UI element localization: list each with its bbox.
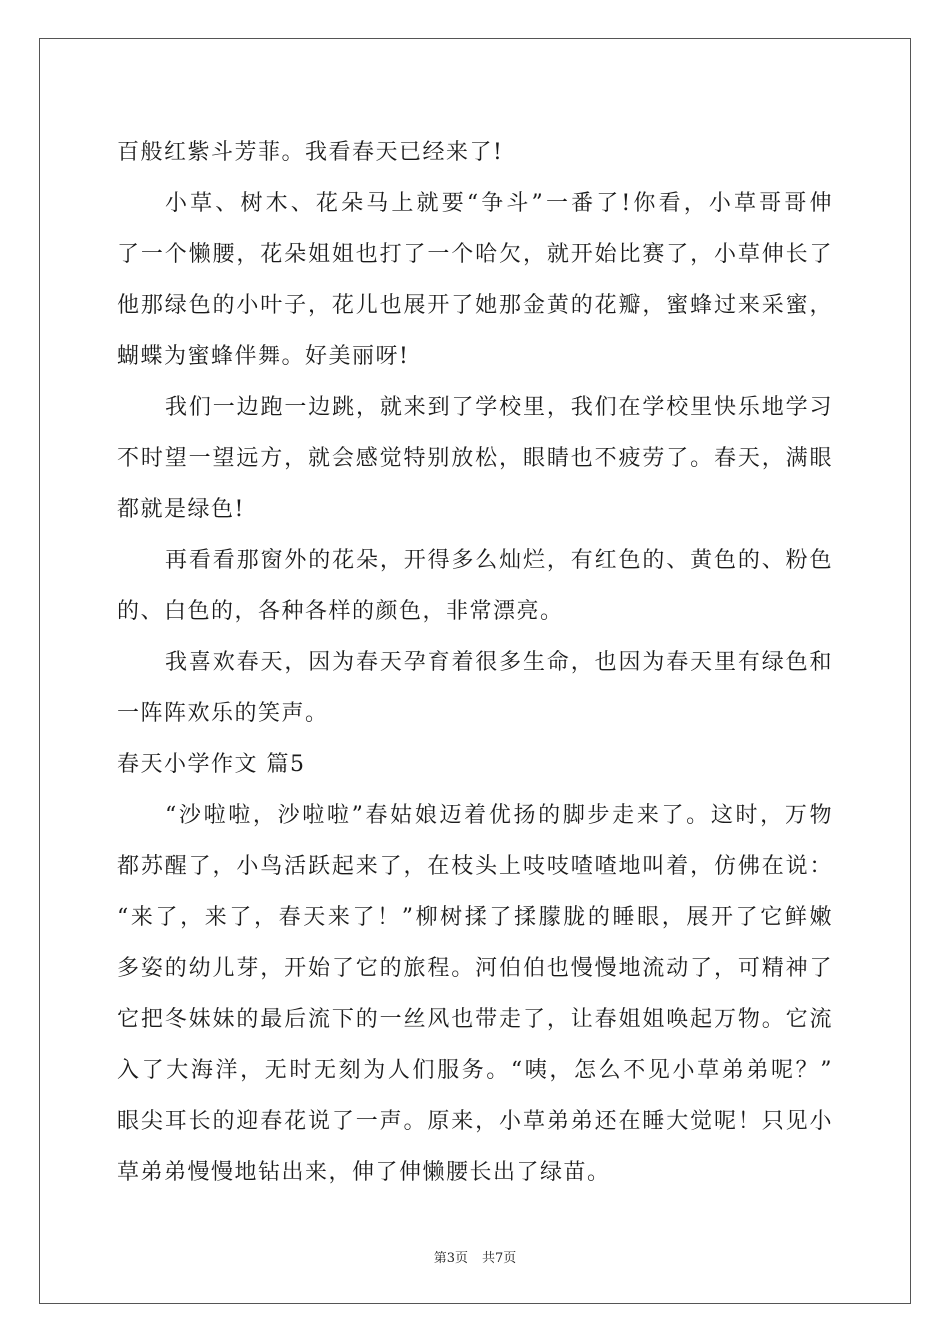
text-line: “沙啦啦，沙啦啦”春姑娘迈着优扬的脚步走来了。这时，万物: [165, 803, 833, 828]
text-line: 眼尖耳长的迎春花说了一声。原来，小草弟弟还在睡大觉呢！只见小: [117, 1109, 833, 1134]
text-line: 入了大海洋，无时无刻为人们服务。“咦，怎么不见小草弟弟呢？”: [117, 1058, 833, 1083]
paragraph-5: [117, 637, 833, 739]
text-line: 它把冬妹妹的最后流下的一丝风也带走了，让春姐姐唤起万物。它流: [117, 1007, 833, 1032]
paragraph-4: [117, 535, 833, 637]
paragraph-6: [117, 790, 833, 1198]
text-line: 都苏醒了，小鸟活跃起来了，在枝头上吱吱喳喳地叫着，仿佛在说：: [117, 854, 833, 879]
section-heading: 春天小学作文 篇5: [117, 752, 306, 777]
text-line: 草弟弟慢慢地钻出来，伸了伸懒腰长出了绿苗。: [117, 1160, 611, 1185]
text-line: “来了，来了，春天来了！”柳树揉了揉朦胧的睡眼，展开了它鲜嫩: [117, 905, 833, 930]
text-line: 我喜欢春天，因为春天孕育着很多生命，也因为春天里有绿色和: [165, 650, 833, 675]
paragraph-3: [117, 382, 833, 535]
text-line: 一阵阵欢乐的笑声。: [117, 701, 329, 726]
text-line: 的、白色的，各种各样的颜色，非常漂亮。: [117, 599, 564, 624]
text-line: 百般红紫斗芳菲。我看春天已经来了!: [117, 140, 504, 165]
text-line: 我们一边跑一边跳，就来到了学校里，我们在学校里快乐地学习: [165, 395, 833, 420]
page-number: 第3页: [433, 1251, 468, 1266]
page-total: 共7页: [482, 1251, 517, 1266]
text-line: 小草、树木、花朵马上就要“争斗”一番了!你看，小草哥哥伸: [165, 191, 833, 216]
text-line: 他那绿色的小叶子，花儿也展开了她那金黄的花瓣，蜜蜂过来采蜜，: [117, 293, 833, 318]
page-footer: [0, 1247, 950, 1266]
text-line: 不时望一望远方，就会感觉特别放松，眼睛也不疲劳了。春天，满眼: [117, 446, 833, 471]
text-line: 多姿的幼儿芽，开始了它的旅程。河伯伯也慢慢地流动了，可精神了: [117, 956, 833, 981]
text-line: 再看看那窗外的花朵，开得多么灿烂，有红色的、黄色的、粉色: [165, 548, 833, 573]
document-body: [117, 127, 833, 1198]
paragraph-2: [117, 178, 833, 382]
text-line: 蝴蝶为蜜蜂伴舞。好美丽呀!: [117, 344, 410, 369]
text-line: 了一个懒腰，花朵姐姐也打了一个哈欠，就开始比赛了，小草伸长了: [117, 242, 833, 267]
paragraph-1: [117, 127, 833, 178]
text-line: 都就是绿色!: [117, 497, 245, 522]
